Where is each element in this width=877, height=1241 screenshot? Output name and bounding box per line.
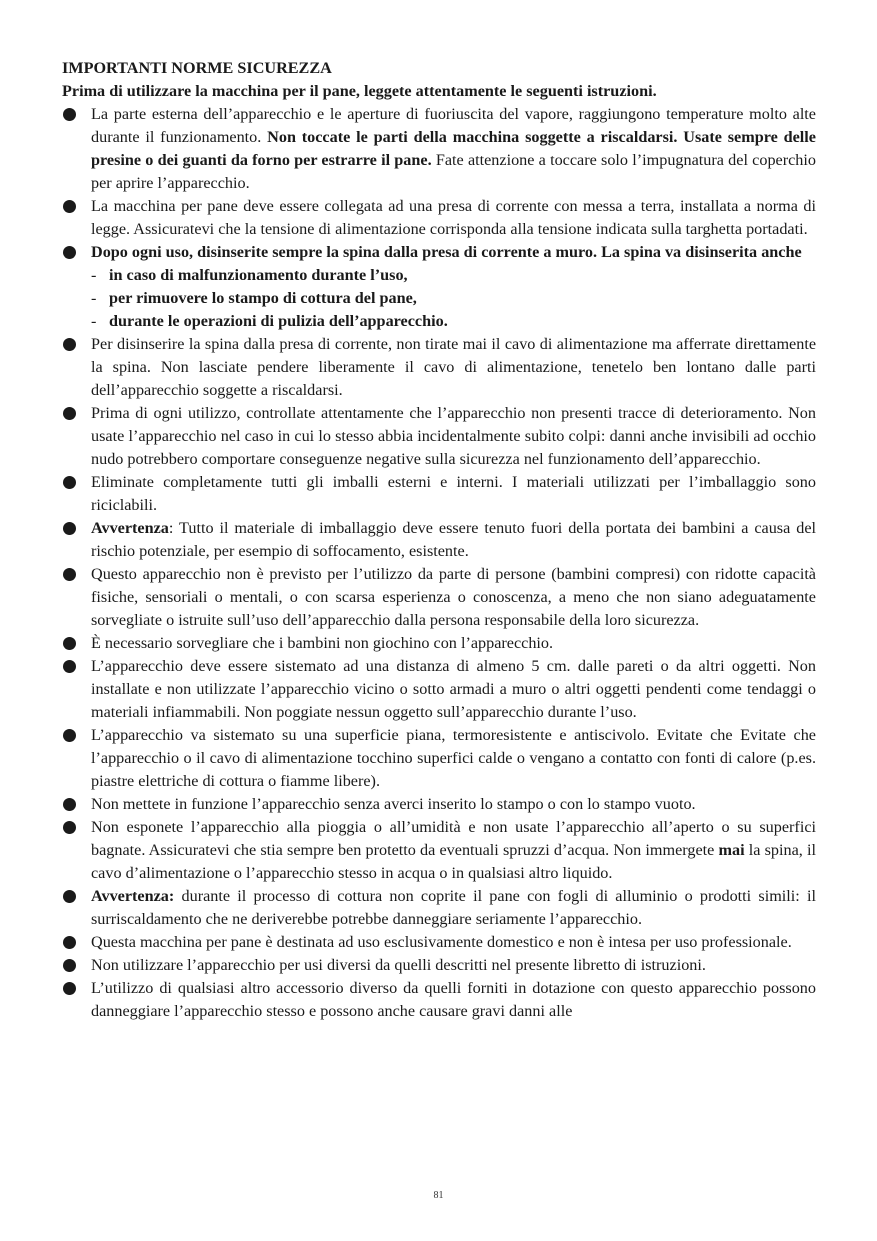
bullet-icon xyxy=(63,568,76,581)
list-item: Avvertenza: Tutto il materiale di imballaggio deve essere tenuto fuori della portata dei bambini a causa del rischio potenziale, per esempio di soffocamento, esistente. xyxy=(62,517,816,563)
page-number: 81 xyxy=(433,1190,444,1201)
list-item: L’apparecchio va sistemato su una superficie piana, termoresistente e antiscivolo. Evitate che Evitate che l’apparecchio o il cavo di alimentazione tocchino superfici calde o vengano a contatto con fonti di calore (p.es. piastre elettriche di cottura o fiamme libere). xyxy=(62,724,816,793)
intro-text: Prima di utilizzare la macchina per il pane, leggete attentamente le seguenti istruzioni. xyxy=(62,82,657,100)
list-item: È necessario sorvegliare che i bambini non giochino con l’apparecchio. xyxy=(62,632,816,655)
bullet-icon xyxy=(63,407,76,420)
list-item: La macchina per pane deve essere collegata ad una presa di corrente con messa a terra, installata a norma di legge. Assicuratevi che la tensione di alimentazione corrisponda alla tensione indicata sulla targhetta portadati. xyxy=(62,195,816,241)
list-item: Dopo ogni uso, disinserite sempre la spina dalla presa di corrente a muro. La spina va disinserita anche - in caso di malfunzionamento durante l’uso, - per rimuovere lo stampo di cottura del pane, - durante le operazioni di pulizia dell’apparecchio. xyxy=(62,241,816,333)
list-item: Prima di ogni utilizzo, controllate attentamente che l’apparecchio non presenti tracce di deterioramento. Non usate l’apparecchio nel caso in cui lo stesso abbia incidentalmente subito colpi: danni anche invisibili ad occhio nudo potrebbero comportare conseguenze negative sulla sicurezza nel funzionamento dell’apparecchio. xyxy=(62,402,816,471)
section-title: IMPORTANTI NORME SICUREZZA xyxy=(62,59,332,77)
bullet-icon xyxy=(63,798,76,811)
bullet-icon xyxy=(63,338,76,351)
bullet-icon xyxy=(63,821,76,834)
list-item: Questa macchina per pane è destinata ad uso esclusivamente domestico e non è intesa per uso professionale. xyxy=(62,931,816,954)
list-item: Non utilizzare l’apparecchio per usi diversi da quelli descritti nel presente libretto di istruzioni. xyxy=(62,954,816,977)
sub-list-item: - in caso di malfunzionamento durante l’uso, xyxy=(91,266,408,284)
bullet-icon xyxy=(63,729,76,742)
bullet-icon xyxy=(63,660,76,673)
bullet-icon xyxy=(63,890,76,903)
bullet-icon xyxy=(63,637,76,650)
sub-list xyxy=(91,264,816,333)
list-item: L’apparecchio deve essere sistemato ad una distanza di almeno 5 cm. dalle pareti o da altri oggetti. Non installate e non utilizzate l’apparecchio vicino o sotto armadi a muro o altri oggetti pendenti come tendaggi o materiali infiammabili. Non poggiate nessun oggetto sull’apparecchio durante l’uso. xyxy=(62,655,816,724)
bullet-icon xyxy=(63,108,76,121)
list-item: Eliminate completamente tutti gli imballi esterni e interni. I materiali utilizzati per l’imballaggio sono riciclabili. xyxy=(62,471,816,517)
sub-list-item: - per rimuovere lo stampo di cottura del pane, xyxy=(91,289,417,307)
document-page xyxy=(62,57,816,1023)
list-item: Per disinserire la spina dalla presa di corrente, non tirate mai il cavo di alimentazione ma afferrate direttamente la spina. Non lasciate pendere liberamente il cavo di alimentazione, tenetelo ben lontano dalle parti dell’apparecchio soggette a riscaldarsi. xyxy=(62,333,816,402)
bullet-icon xyxy=(63,476,76,489)
bullet-icon xyxy=(63,982,76,995)
list-item: Questo apparecchio non è previsto per l’utilizzo da parte di persone (bambini compresi) con ridotte capacità fisiche, sensoriali o mentali, o con scarsa esperienza o conoscenza, a meno che non siano adeguatamente sorvegliate o istruite sull’uso dell’apparecchio dalla persona responsabile della loro sicurezza. xyxy=(62,563,816,632)
list-item: L’utilizzo di qualsiasi altro accessorio diverso da quelli forniti in dotazione con questo apparecchio possono danneggiare l’apparecchio stesso e possono anche causare gravi danni alle xyxy=(62,977,816,1023)
safety-rules-list xyxy=(62,103,816,1023)
sub-list-item: - durante le operazioni di pulizia dell’apparecchio. xyxy=(91,312,448,330)
list-item: Non esponete l’apparecchio alla pioggia o all’umidità e non usate l’apparecchio all’aperto o su superfici bagnate. Assicuratevi che stia sempre ben protetto da eventuali spruzzi d’acqua. Non immergete mai la spina, il cavo d’alimentazione o l’apparecchio stesso in acqua o in qualsiasi altro liquido. xyxy=(62,816,816,885)
list-item: Avvertenza: durante il processo di cottura non coprite il pane con fogli di alluminio o prodotti simili: il surriscaldamento che ne deriverebbe potrebbe danneggiare seriamente l’apparecchio. xyxy=(62,885,816,931)
list-item: La parte esterna dell’apparecchio e le aperture di fuoriuscita del vapore, raggiungono temperature molto alte durante il funzionamento. Non toccate le parti della macchina soggette a riscaldarsi. Usate sempre delle presine o dei guanti da forno per estrarre il pane. Fate attenzione a toccare solo l’impugnatura del coperchio per aprire l’apparecchio. xyxy=(62,103,816,195)
bullet-icon xyxy=(63,200,76,213)
bullet-icon xyxy=(63,246,76,259)
bullet-icon xyxy=(63,959,76,972)
bullet-icon xyxy=(63,522,76,535)
list-item: Non mettete in funzione l’apparecchio senza averci inserito lo stampo o con lo stampo vuoto. xyxy=(62,793,816,816)
bullet-icon xyxy=(63,936,76,949)
